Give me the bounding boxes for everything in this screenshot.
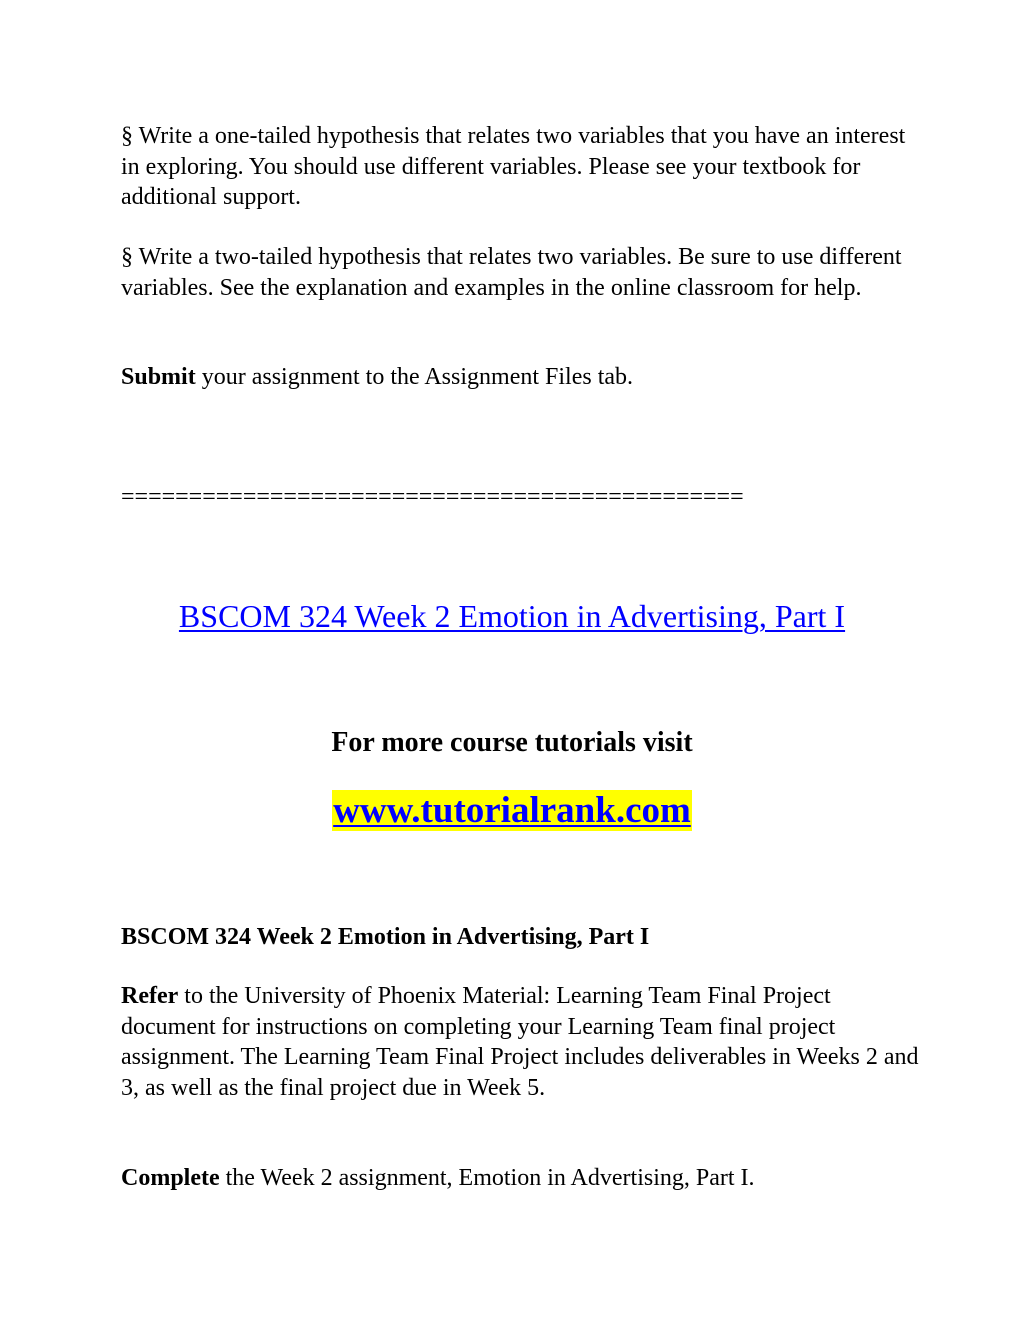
website-line: [0, 788, 1024, 834]
course-title-link[interactable]: BSCOM 324 Week 2 Emotion in Advertising, Part I: [178, 598, 846, 634]
section-heading: BSCOM 324 Week 2 Emotion in Advertising, Part I: [121, 924, 650, 950]
one-tailed-paragraph: § Write a one-tailed hypothesis that relates two variables that you have an interest in exploring. You should use different variables. Please see your textbook for additional support.: [121, 123, 906, 210]
two-tailed-paragraph: § Write a two-tailed hypothesis that relates two variables. Be sure to use different variables. See the explanation and examples in the online classroom for help.: [121, 244, 902, 301]
refer-label: Refer: [121, 983, 179, 1009]
refer-text: to the University of Phoenix Material: Learning Team Final Project document for instructions on completing your Learning Team final project assignment. The Learning Team Final Project includes deliverables in Weeks 2 and 3, as well as the final project due in Week 5.: [121, 983, 919, 1101]
refer-paragraph: [121, 981, 921, 1103]
complete-paragraph: [121, 1163, 921, 1194]
separator-line: ==============================================: [121, 484, 744, 510]
website-link[interactable]: www.tutorialrank.com: [333, 790, 691, 831]
submit-text: your assignment to the Assignment Files tab.: [195, 364, 634, 390]
course-title-line: [0, 596, 1024, 636]
submit-paragraph: [121, 362, 921, 393]
more-tutorials-text: For more course tutorials visit: [331, 727, 693, 758]
complete-label: Complete: [121, 1165, 220, 1191]
complete-text: the Week 2 assignment, Emotion in Advertising, Part I.: [219, 1165, 755, 1191]
submit-label: Submit: [121, 364, 196, 390]
